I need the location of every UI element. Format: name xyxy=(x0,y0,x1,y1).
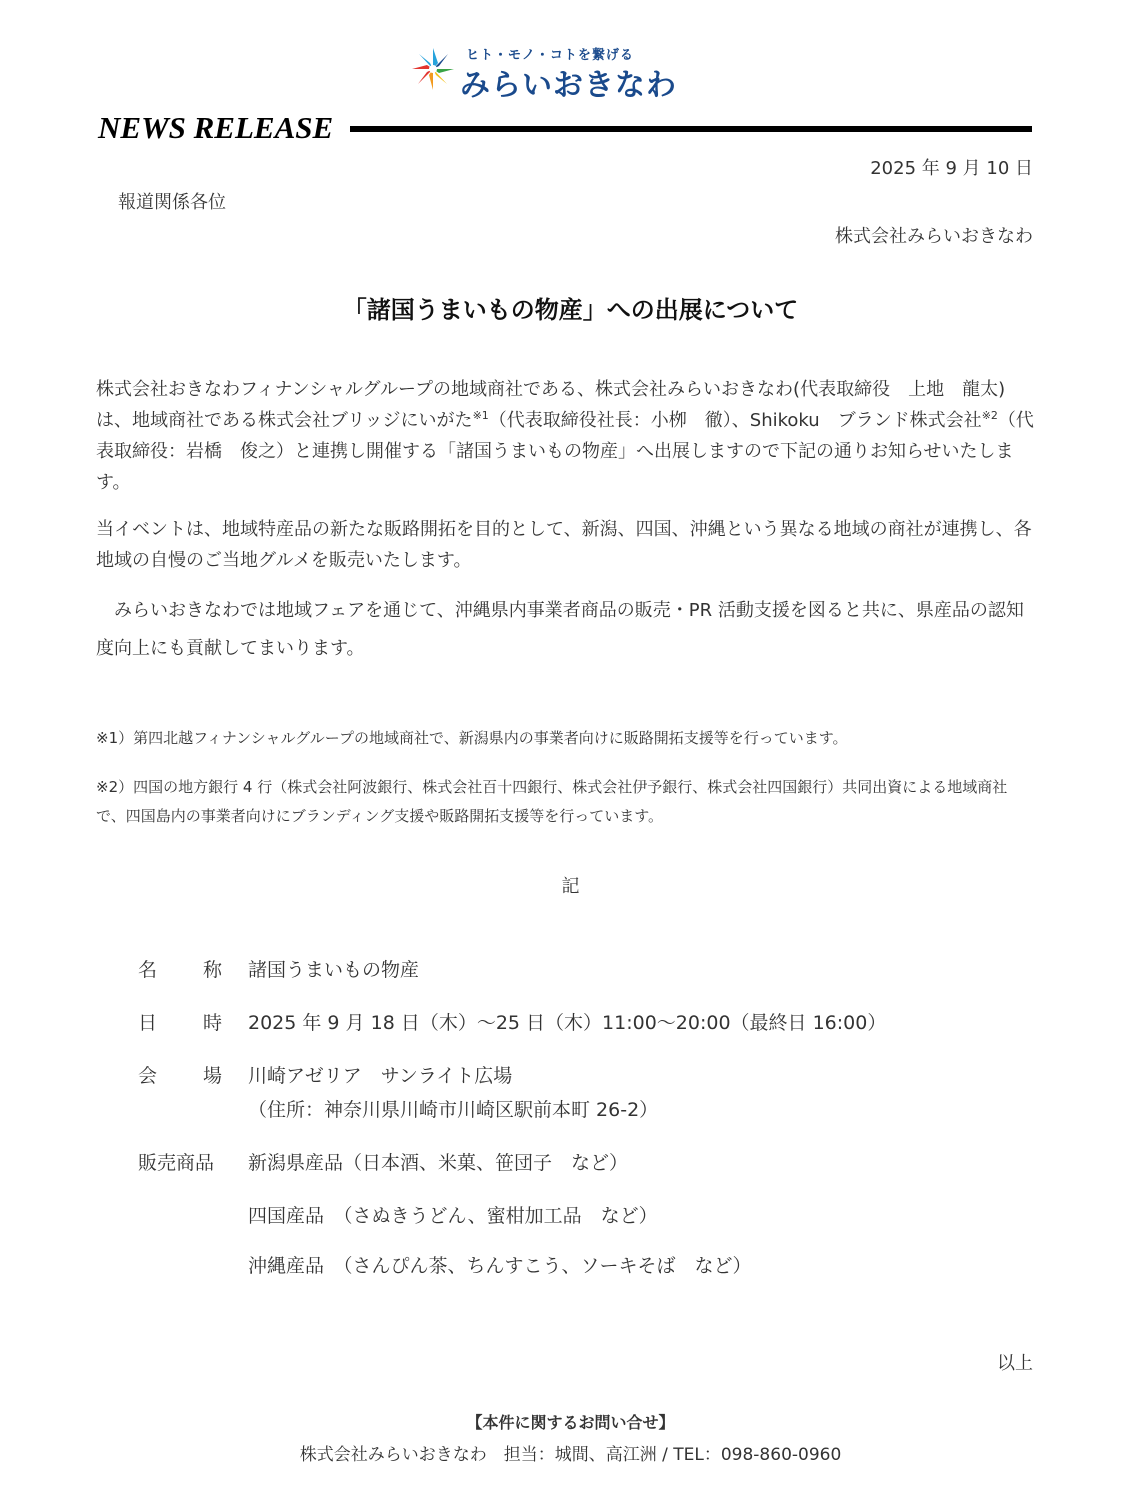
detail-value-time: 2025 年 9 月 18 日（木）～25 日（木）11:00～20:00（最終日 16:00） xyxy=(248,1012,887,1034)
star-burst-icon xyxy=(410,46,456,92)
news-release-heading: NEWS RELEASE xyxy=(98,110,334,145)
footnote-ref-2: ※2 xyxy=(981,409,998,422)
detail-value-name: 諸国うまいもの物産 xyxy=(248,959,420,981)
sender-company: 株式会社みらいおきなわ xyxy=(835,226,1033,247)
logo-tagline: ヒト・モノ・コトを繋げる xyxy=(466,48,634,63)
footnote-1: ※1）第四北越フィナンシャルグループの地域商社で、新潟県内の事業者向けに販路開拓支援等を行っています。 xyxy=(96,729,848,747)
product-item: 新潟県産品（日本酒、米菓、笹団子 など） xyxy=(248,1152,629,1174)
company-logo xyxy=(410,44,690,103)
footnote-2: ※2）四国の地方銀行 4 行（株式会社阿波銀行、株式会社百十四銀行、株式会社伊予銀行、株式会社四国銀行）共同出資による地域商社で、四国島内の事業者向けにブランディング支援や販路開拓支援等を行っています。 xyxy=(96,778,1008,825)
detail-label-venue: 会 場 xyxy=(138,1065,222,1087)
body-paragraph-2: 当イベントは、地域特産品の新たな販路開拓を目的として、新潟、四国、沖縄という異なる地域の商社が連携し、各地域の自慢のご当地グルメを販売いたします。 xyxy=(96,519,1032,571)
logo-brand-name: みらいおきなわ xyxy=(460,68,677,103)
contact-heading: 【本件に関するお問い合せ】 xyxy=(466,1413,675,1432)
contact-info: 株式会社みらいおきなわ 担当：城間、高江洲 / TEL：098-860-0960 xyxy=(299,1445,842,1465)
release-date: 2025 年 9 月 10 日 xyxy=(870,158,1033,179)
detail-label-time: 日 時 xyxy=(138,1012,222,1034)
addressee: 報道関係各位 xyxy=(118,192,226,213)
detail-label-name: 名 称 xyxy=(138,959,222,981)
closing-mark: 以上 xyxy=(997,1353,1033,1374)
detail-value-venue: 川崎アゼリア サンライト広場 xyxy=(248,1065,513,1087)
header-rule xyxy=(350,126,1032,132)
page-title: 「諸国うまいもの物産」への出展について xyxy=(342,296,799,324)
detail-label-products: 販売商品 xyxy=(138,1152,215,1174)
ki-marker: 記 xyxy=(561,876,580,897)
product-item: 沖縄産品 （さんぴん茶、ちんすこう、ソーキそば など） xyxy=(248,1255,752,1277)
body-paragraph-3: みらいおきなわでは地域フェアを通じて、沖縄県内事業者商品の販売・PR 活動支援を図ると共に、県産品の認知度向上にも貢献してまいります。 xyxy=(96,600,1024,659)
product-item: 四国産品 （さぬきうどん、蜜柑加工品 など） xyxy=(248,1205,658,1227)
detail-value-venue-address: （住所：神奈川県川崎市川崎区駅前本町 26-2） xyxy=(248,1099,659,1121)
body-paragraph-1: 株式会社おきなわフィナンシャルグループの地域商社である、株式会社みらいおきなわ(代表取締役 上地 龍太)は、地域商社である株式会社ブリッジにいがた$^{※1}$（代表取締役社長：小栁 徹）、Shikoku ブランド株式会社$^{※2}$（代表取締役：岩橋 俊之）と連携し開催する「諸国うまいもの物産」へ出展しますので下記の通りお知らせいたします。 xyxy=(96,379,1034,493)
footnote-ref-1: ※1 xyxy=(472,409,489,422)
